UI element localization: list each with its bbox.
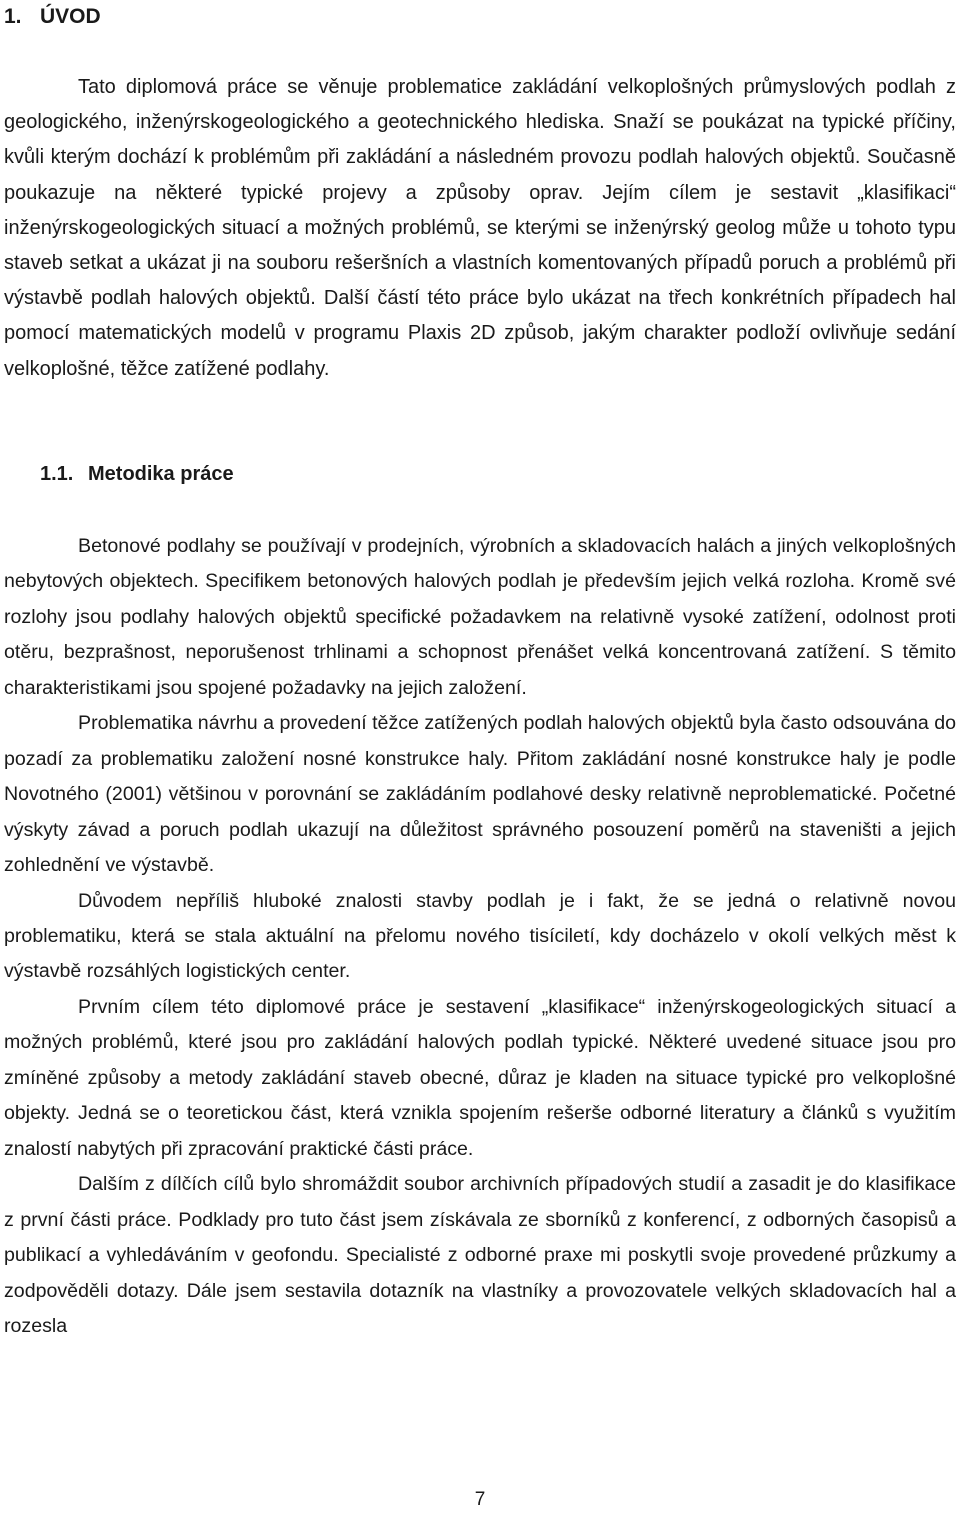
body-paragraph: Problematika návrhu a provedení těžce zatížených podlah halových objektů byla často odsouvána do pozadí za problematiku založení nosné konstrukce haly. Přitom zakládání nosné konstrukce haly je podle Novotného (2001) většinou v porovnání se zakládáním podlahové desky relativně neproblematické. Početné výskyty závad a poruch podlah ukazují na důležitost správného posouzení poměrů na staveništi a jejich zohlednění ve výstavbě. bbox=[4, 712, 956, 877]
section-body bbox=[4, 529, 956, 1344]
intro-paragraph: Tato diplomová práce se věnuje problematice zakládání velkoplošných průmyslových podlah z geologického, inženýrskogeologického a geotechnického hlediska. Snaží se poukázat na typické příčiny, kvůli kterým dochází k problémům při zakládání a následném provozu podlah halových objektů. Současně poukazuje na některé typické projevy a způsoby oprav. Jejím cílem je sestavit „klasifikaci“ inženýrskogeologických situací a možných problémů, se kterými se inženýrský geolog může u tohoto typu staveb setkat a ukázat ji na souboru rešeršních a vlastních komentovaných případů poruch a problémů při výstavbě podlah halových objektů. Další částí této práce bylo ukázat na třech konkrétních případech hal pomocí matematických modelů v programu Plaxis 2D způsob, jakým charakter podloží ovlivňuje sedání velkoplošné, těžce zatížené podlahy. bbox=[4, 76, 956, 380]
chapter-number: 1. bbox=[4, 5, 22, 28]
body-paragraph: Prvním cílem této diplomové práce je sestavení „klasifikace“ inženýrskogeologických situací a možných problémů, které jsou pro zakládání halových podlah typické. Některé uvedené situace jsou pro zmíněné způsoby a metody zakládání staveb obecné, důraz je kladen na situace typické pro velkoplošné objekty. Jedná se o teoretickou část, která vznikla spojením rešerše odborné literatury a článků s využitím znalostí nabytých při zpracování praktické části práce. bbox=[4, 995, 956, 1160]
section-number: 1.1. bbox=[40, 463, 74, 485]
section-heading bbox=[40, 459, 234, 489]
chapter-title: ÚVOD bbox=[40, 5, 101, 28]
body-paragraph: Betonové podlahy se používají v prodejních, výrobních a skladovacích halách a jiných velkoplošných nebytových objektech. Specifikem betonových halových podlah je především jejich velká rozloha. Kromě své rozlohy jsou podlahy halových objektů specifické požadavkem na relativně vysoké zatížení, odolnost proti otěru, bezprašnost, neporušenost trhlinami a schopnost přenášet velká koncentrovaná zatížení. S těmito charakteristikami jsou spojené požadavky na jejich založení. bbox=[4, 535, 956, 699]
chapter-heading bbox=[4, 2, 101, 32]
section-title: Metodika práce bbox=[88, 463, 234, 485]
page-number: 7 bbox=[474, 1489, 486, 1510]
body-paragraph: Důvodem nepříliš hluboké znalosti stavby podlah je i fakt, že se jedná o relativně novou problematiku, která se stala aktuální na přelomu nového tisíciletí, kdy docházelo v okolí velkých měst k výstavbě rozsáhlých logistických center. bbox=[4, 889, 956, 983]
body-paragraph: Dalším z dílčích cílů bylo shromáždit soubor archivních případových studií a zasadit je do klasifikace z první části práce. Podklady pro tuto část jsem získávala ze sborníků z konferencí, z odborných časopisů a publikací a vyhledáváním v geofondu. Specialisté z odborné praxe mi poskytli svoje provedené průzkumy a zodpověděli dotazy. Dále jsem sestavila dotazník na vlastníky a provozovatele velkých skladovacích hal a rozesla bbox=[4, 1173, 956, 1337]
